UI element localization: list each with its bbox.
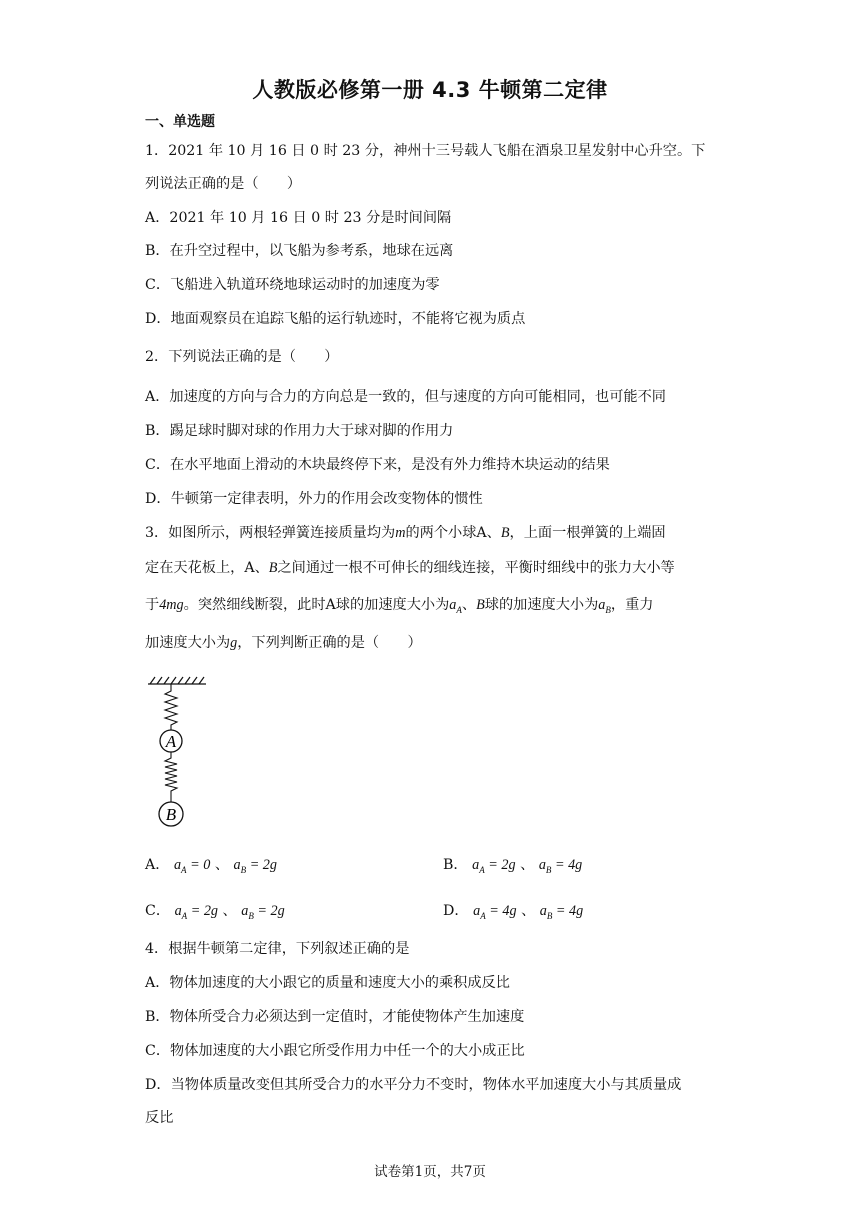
math-m: m: [395, 525, 406, 541]
q3-text: 。突然细线断裂，此时: [183, 597, 326, 613]
q3-text: ，重力: [610, 597, 654, 613]
accel-value: = 2g: [484, 857, 516, 873]
ball-b-figure-label: B: [165, 805, 177, 824]
accel-symbol: a: [539, 903, 547, 919]
accel-symbol: a: [473, 903, 481, 919]
q1-stem-line2: 列说法正确的是（ ）: [145, 176, 302, 192]
accel-subscript: B: [545, 864, 552, 875]
q3-text: 球的加速度大小为: [335, 597, 450, 613]
q2-option-a: A．加速度的方向与合力的方向总是一致的，但与速度的方向可能相同，也可能不同: [145, 389, 666, 405]
accel-value: = 0: [186, 857, 211, 873]
q4-stem: 4．根据牛顿第二定律，下列叙述正确的是: [145, 941, 410, 957]
q4-option-b: B．物体所受合力必须达到一定值时，才能使物体产生加速度: [145, 1009, 525, 1025]
q4-option-c: C．物体加速度的大小跟它所受作用力中任一个的大小成正比: [145, 1043, 525, 1059]
tension-value: 4mg: [159, 597, 184, 613]
q4-option-a: A．物体加速度的大小跟它的质量和速度大小的乘积成反比: [145, 975, 510, 991]
accel-symbol: a: [174, 903, 182, 919]
q3-text: 、: [486, 525, 501, 541]
q3-text: ，上面一根弹簧的上端固: [509, 525, 666, 541]
ball-a-figure-label: A: [165, 732, 177, 751]
ball-a-label: A: [476, 525, 487, 541]
accel-subscript: B: [240, 864, 247, 875]
q1-option-c: C．飞船进入轨道环绕地球运动时的加速度为零: [145, 277, 440, 293]
option-label: B．: [443, 857, 468, 873]
ball-b-label: B: [476, 597, 485, 613]
q1-option-b: B．在升空过程中，以飞船为参考系，地球在远离: [145, 243, 454, 259]
q3-stem-line2: [145, 558, 675, 578]
accel-symbol: a: [173, 857, 182, 873]
ball-b-label: B: [268, 560, 278, 576]
q3-text: ，下列判断正确的是（ ）: [237, 635, 422, 651]
q2-option-b: B．踢足球时脚对球的作用力大于球对脚的作用力: [145, 423, 454, 439]
q4-option-d-line1: D．当物体质量改变但其所受合力的水平分力不变时，物体水平加速度大小与其质量成: [145, 1077, 682, 1093]
q2-option-d: D．牛顿第一定律表明，外力的作用会改变物体的惯性: [145, 491, 483, 507]
q3-text: 之间通过一根不可伸长的细线连接，平衡时细线中的张力大小等: [277, 560, 675, 576]
q3-text: 的两个小球: [405, 525, 477, 541]
q3-option-c: [145, 901, 285, 927]
option-sep: 、: [520, 857, 535, 873]
accel-value: = 4g: [485, 903, 517, 919]
q3-stem-line3: [145, 595, 653, 621]
ball-a-label: A: [244, 560, 255, 576]
accel-a-subscript: A: [456, 604, 462, 615]
accel-value: = 4g: [551, 857, 583, 873]
q3-text: 3．如图所示，两根轻弹簧连接质量均为: [145, 525, 396, 541]
q3-text: 、: [254, 560, 269, 576]
q3-text: 球的加速度大小为: [484, 597, 599, 613]
q3-text: 加速度大小为: [145, 635, 231, 651]
section-heading: 一、单选题: [145, 114, 215, 130]
accel-subscript: B: [248, 910, 254, 921]
q2-stem: 2．下列说法正确的是（ ）: [145, 349, 339, 365]
q3-text: 于: [145, 597, 160, 613]
page-title: 人教版必修第一册 4.3 牛顿第二定律: [252, 78, 608, 102]
upper-spring: [165, 684, 177, 730]
q3-option-a: [145, 855, 277, 881]
accel-value: = 2g: [253, 903, 285, 919]
math-g: g: [230, 635, 238, 651]
accel-b-symbol: a: [598, 597, 606, 613]
accel-subscript: B: [546, 910, 553, 921]
page-footer: 试卷第1页，共7页: [374, 1164, 486, 1180]
accel-symbol: a: [241, 903, 249, 919]
accel-subscript: A: [479, 864, 485, 875]
accel-value: = 2g: [246, 857, 277, 873]
accel-b-subscript: B: [605, 604, 611, 615]
accel-subscript: A: [480, 910, 486, 921]
q3-option-b: [443, 855, 582, 881]
ceiling-hatch: [148, 677, 206, 684]
accel-symbol: a: [472, 857, 480, 873]
q2-option-c: C．在水平地面上滑动的木块最终停下来，是没有外力维持木块运动的结果: [145, 457, 610, 473]
option-label: D．: [443, 903, 469, 919]
q3-stem-line1: [145, 523, 666, 543]
option-label: C．: [145, 903, 171, 919]
q1-stem-line1: 1．2021 年 10 月 16 日 0 时 23 分，神州十三号载人飞船在酒泉卫星发射中心升空。下: [145, 143, 706, 159]
accel-subscript: A: [181, 864, 187, 875]
accel-subscript: A: [181, 910, 188, 921]
ball-a-label: A: [325, 597, 336, 613]
option-sep: 、: [214, 857, 230, 873]
accel-a-symbol: a: [449, 597, 457, 613]
q3-text: 、: [461, 597, 477, 613]
accel-symbol: a: [538, 857, 546, 873]
lower-spring: [165, 752, 177, 802]
accel-value: = 2g: [187, 903, 219, 919]
accel-value: = 4g: [552, 903, 584, 919]
q3-stem-line4: [145, 633, 422, 653]
q3-text: 定在天花板上，: [145, 560, 245, 576]
accel-symbol: a: [233, 857, 241, 873]
q1-option-d: D．地面观察员在追踪飞船的运行轨迹时，不能将它视为质点: [145, 311, 526, 327]
q3-option-d: [443, 901, 583, 927]
option-sep: 、: [521, 903, 536, 919]
q4-option-d-line2: 反比: [145, 1110, 174, 1126]
option-sep: 、: [222, 903, 237, 919]
q1-option-a: A．2021 年 10 月 16 日 0 时 23 分是时间间隔: [145, 210, 452, 226]
ball-b-label: B: [500, 525, 510, 541]
spring-ball-figure: [146, 675, 208, 830]
option-label: A．: [145, 857, 170, 873]
